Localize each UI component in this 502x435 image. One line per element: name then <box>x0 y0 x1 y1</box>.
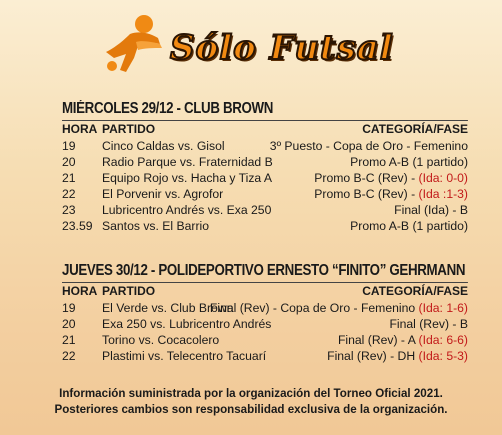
table-row <box>62 348 468 364</box>
categoria: Final (Ida) - B <box>394 203 468 217</box>
categoria: Promo B-C (Rev) - (Ida :1-3) <box>314 187 468 201</box>
hora: 20 <box>62 155 76 169</box>
categoria: Final (Rev) - B <box>389 317 468 331</box>
partido: El Verde vs. Club Brown <box>102 301 234 315</box>
table-row <box>62 138 468 154</box>
hora: 21 <box>62 333 76 347</box>
schedule-section-thursday <box>62 262 468 364</box>
categoria: Promo A-B (1 partido) <box>350 155 468 169</box>
section-title: JUEVES 30/12 - POLIDEPORTIVO ERNESTO “FINITO” GEHRMANN <box>62 262 468 283</box>
footer-note <box>0 386 502 418</box>
categoria: Promo B-C (Rev) - (Ida: 0-0) <box>314 171 468 185</box>
footer-line-2: Posteriores cambios son responsabilidad exclusiva de la organización. <box>54 403 448 416</box>
partido: Lubricentro Andrés vs. Exa 250 <box>102 203 272 217</box>
table-row <box>62 316 468 332</box>
hora: 20 <box>62 317 76 331</box>
table-row <box>62 332 468 348</box>
header-partido: PARTIDO <box>102 284 156 298</box>
partido: El Porvenir vs. Agrofor <box>102 187 224 201</box>
player-kicking-icon <box>100 12 166 74</box>
partido: Plastimi vs. Telecentro Tacuarí <box>102 349 267 363</box>
hora: 19 <box>62 139 76 153</box>
partido: Torino vs. Cocacolero <box>102 333 220 347</box>
partido: Equipo Rojo vs. Hacha y Tiza A <box>102 171 273 185</box>
categoria: Final (Rev) - A (Ida: 6-6) <box>337 333 468 347</box>
header-categoria: CATEGORÍA/FASE <box>362 284 468 298</box>
table-row <box>62 186 468 202</box>
hora: 22 <box>62 349 76 363</box>
hora: 21 <box>62 171 76 185</box>
partido: Santos vs. El Barrio <box>102 219 210 233</box>
header-hora: HORA <box>62 284 98 298</box>
first-leg-score: (Ida: 1-6) <box>418 301 468 315</box>
logo-title: Sólo Futsal <box>170 28 394 68</box>
section-title: MIÉRCOLES 29/12 - CLUB BROWN <box>62 100 468 121</box>
partido: Cinco Caldas vs. Gisol <box>102 139 225 153</box>
first-leg-score: (Ida: 5-3) <box>418 349 468 363</box>
hora: 22 <box>62 187 76 201</box>
categoria: Promo A-B (1 partido) <box>350 219 468 233</box>
table-row <box>62 202 468 218</box>
categoria: Final (Rev) - DH (Ida: 5-3) <box>327 349 468 363</box>
table-row <box>62 218 468 234</box>
categoria: 3º Puesto - Copa de Oro - Femenino <box>269 139 468 153</box>
header-partido: PARTIDO <box>102 122 156 136</box>
table-row <box>62 170 468 186</box>
categoria: Final (Rev) - Copa de Oro - Femenino (Ida: 1-6) <box>209 301 468 315</box>
hora: 23.59 <box>62 219 93 233</box>
footer-line-1: Información suministrada por la organización del Torneo Oficial 2021. <box>59 387 443 400</box>
header-categoria: CATEGORÍA/FASE <box>362 122 468 136</box>
table-header <box>62 283 468 300</box>
table-row <box>62 300 468 316</box>
schedule-section-wednesday <box>62 100 468 234</box>
hora: 23 <box>62 203 76 217</box>
first-leg-score: (Ida :1-3) <box>418 187 468 201</box>
header-hora: HORA <box>62 122 98 136</box>
table-row <box>62 154 468 170</box>
first-leg-score: (Ida: 6-6) <box>418 333 468 347</box>
partido: Radio Parque vs. Fraternidad B <box>102 155 273 169</box>
hora: 19 <box>62 301 76 315</box>
partido: Exa 250 vs. Lubricentro Andrés <box>102 317 272 331</box>
header <box>0 0 502 92</box>
first-leg-score: (Ida: 0-0) <box>418 171 468 185</box>
table-header <box>62 121 468 138</box>
